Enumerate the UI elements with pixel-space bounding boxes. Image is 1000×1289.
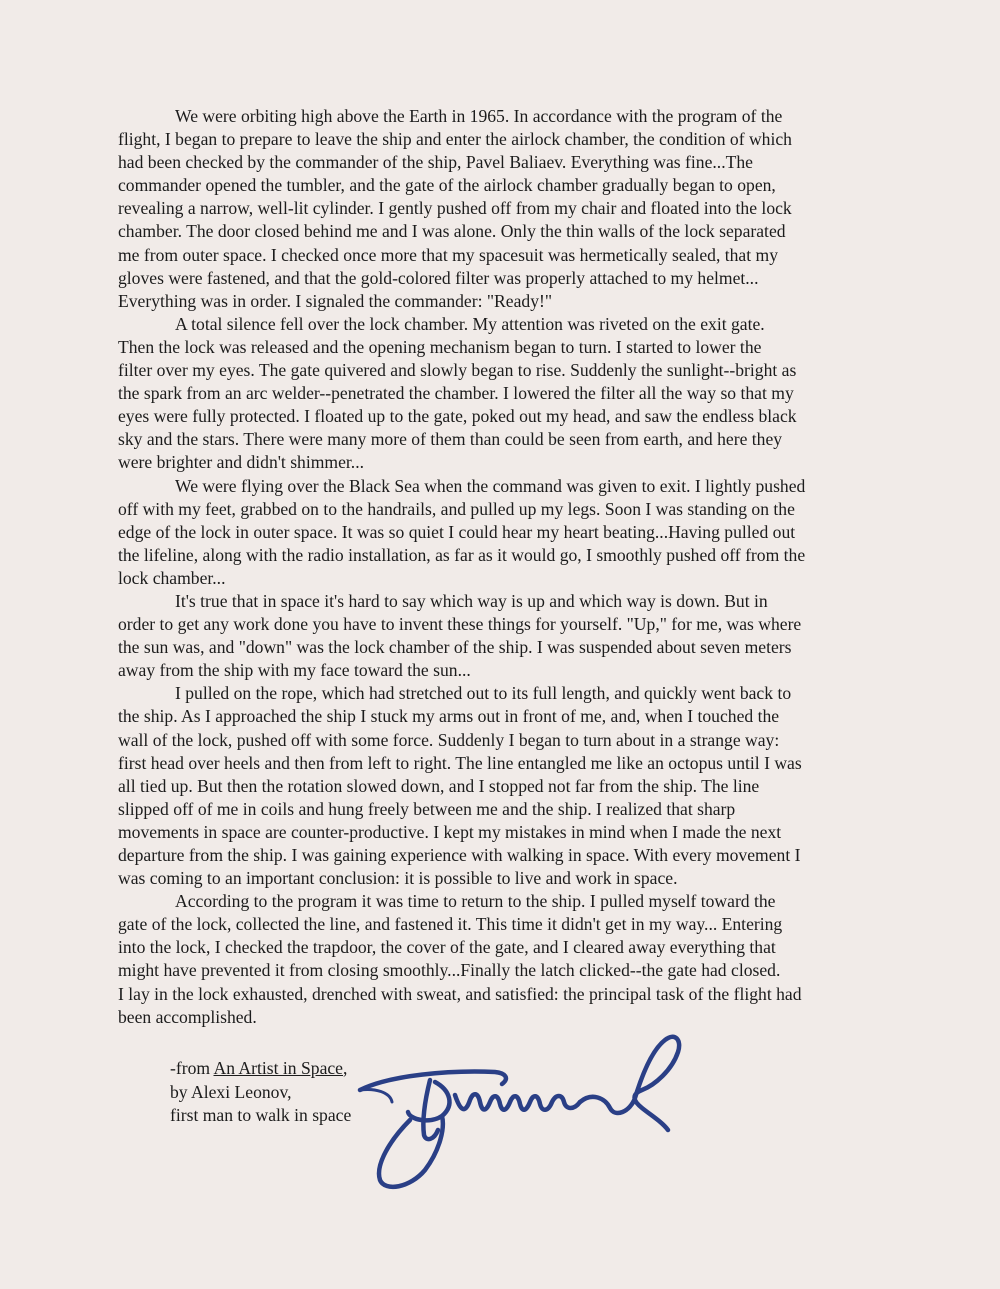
text-line: the lifeline, along with the radio installation, as far as it would go, I smoothly pushed off from the	[118, 544, 806, 565]
text-line: It's true that in space it's hard to say which way is up and which way is down. But in	[175, 590, 768, 611]
text-line: I pulled on the rope, which had stretched out to its full length, and quickly went back to	[175, 683, 792, 704]
text-line: gate of the lock, collected the line, and fastened it. This time it didn't get in my way... Entering	[118, 914, 783, 935]
text-line: the spark from an arc welder--penetrated the chamber. I lowered the filter all the way so that my	[118, 383, 794, 404]
text-line: me from outer space. I checked once more that my spacesuit was hermetically sealed, that my	[118, 244, 778, 265]
text-line: A total silence fell over the lock chamber. My attention was riveted on the exit gate.	[175, 313, 765, 334]
text-line: all tied up. But then the rotation slowed down, and I stopped not far from the ship. The line	[118, 775, 760, 796]
text-line: wall of the lock, pushed off with some force. Suddenly I began to turn about in a strange way:	[118, 729, 780, 750]
text-line: I lay in the lock exhausted, drenched with sweat, and satisfied: the principal task of the flight had	[118, 983, 802, 1004]
letter-paragraph	[118, 682, 888, 890]
text-line: slipped off of me in coils and hung freely between me and the ship. I realized that sharp	[118, 798, 736, 819]
text-line: lock chamber...	[118, 567, 226, 588]
source-prefix: -from	[170, 1058, 214, 1078]
text-line: the sun was, and "down" was the lock chamber of the ship. I was suspended about seven meters	[118, 637, 792, 658]
text-line: the ship. As I approached the ship I stuck my arms out in front of me, and, when I touched the	[118, 706, 780, 727]
book-title: An Artist in Space	[213, 1058, 343, 1078]
text-line: into the lock, I checked the trapdoor, the cover of the gate, and I cleared away everything that	[118, 937, 776, 958]
letter-paragraph	[118, 590, 888, 682]
text-line: away from the ship with my face toward the sun...	[118, 660, 471, 681]
text-line: Then the lock was released and the opening mechanism began to turn. I started to lower the	[118, 336, 762, 357]
text-line: was coming to an important conclusion: it is possible to live and work in space.	[118, 868, 678, 889]
text-line: sky and the stars. There were many more of them than could be seen from earth, and here they	[118, 429, 783, 450]
text-line: We were flying over the Black Sea when the command was given to exit. I lightly pushed	[175, 475, 806, 496]
author-line: by Alexi Leonov,	[170, 1081, 292, 1102]
letter-paragraph	[118, 313, 888, 475]
text-line: revealing a narrow, well-lit cylinder. I gently pushed off from my chair and floated into the lock	[118, 198, 792, 219]
text-line: eyes were fully protected. I floated up to the gate, poked out my head, and saw the endless black	[118, 406, 797, 427]
text-line: had been checked by the commander of the ship, Pavel Baliaev. Everything was fine...The	[118, 152, 753, 173]
attribution	[170, 1057, 351, 1128]
text-line: flight, I began to prepare to leave the ship and enter the airlock chamber, the condition of which	[118, 129, 792, 150]
letter-paragraph	[118, 105, 888, 313]
text-line: order to get any work done you have to invent these things for yourself. "Up," for me, was where	[118, 614, 802, 635]
description-line: first man to walk in space	[170, 1105, 352, 1125]
text-line: off with my feet, grabbed on to the handrails, and pulled up my legs. Soon I was standing on the	[118, 498, 795, 519]
text-line: movements in space are counter-productive. I kept my mistakes in mind when I made the next	[118, 821, 782, 842]
text-line: commander opened the tumbler, and the gate of the airlock chamber gradually began to open,	[118, 175, 776, 196]
letter-paragraph	[118, 475, 888, 590]
text-line: were brighter and didn't shimmer...	[118, 452, 365, 473]
letter-paragraph	[118, 890, 888, 1029]
source-suffix: ,	[343, 1058, 348, 1078]
text-line: gloves were fastened, and that the gold-colored filter was properly attached to my helmet...	[118, 267, 759, 288]
text-line: filter over my eyes. The gate quivered and slowly began to rise. Suddenly the sunlight--bright as	[118, 360, 797, 381]
text-line: first head over heels and then from left to right. The line entangled me like an octopus until I was	[118, 752, 802, 773]
text-line: Everything was in order. I signaled the commander: "Ready!"	[118, 290, 553, 311]
source-line	[170, 1057, 351, 1081]
text-line: been accomplished.	[118, 1006, 257, 1027]
text-line: might have prevented it from closing smoothly...Finally the latch clicked--the gate had closed.	[118, 960, 781, 981]
text-line: We were orbiting high above the Earth in 1965. In accordance with the program of the	[175, 106, 783, 126]
text-line: edge of the lock in outer space. It was so quiet I could hear my heart beating...Having pulled out	[118, 521, 796, 542]
letter-body	[118, 105, 888, 1029]
text-line: chamber. The door closed behind me and I was alone. Only the thin walls of the lock separated	[118, 221, 786, 242]
text-line: departure from the ship. I was gaining experience with walking in space. With every movement I	[118, 845, 801, 865]
handwritten-signature	[330, 1020, 700, 1200]
text-line: According to the program it was time to return to the ship. I pulled myself toward the	[175, 891, 776, 912]
